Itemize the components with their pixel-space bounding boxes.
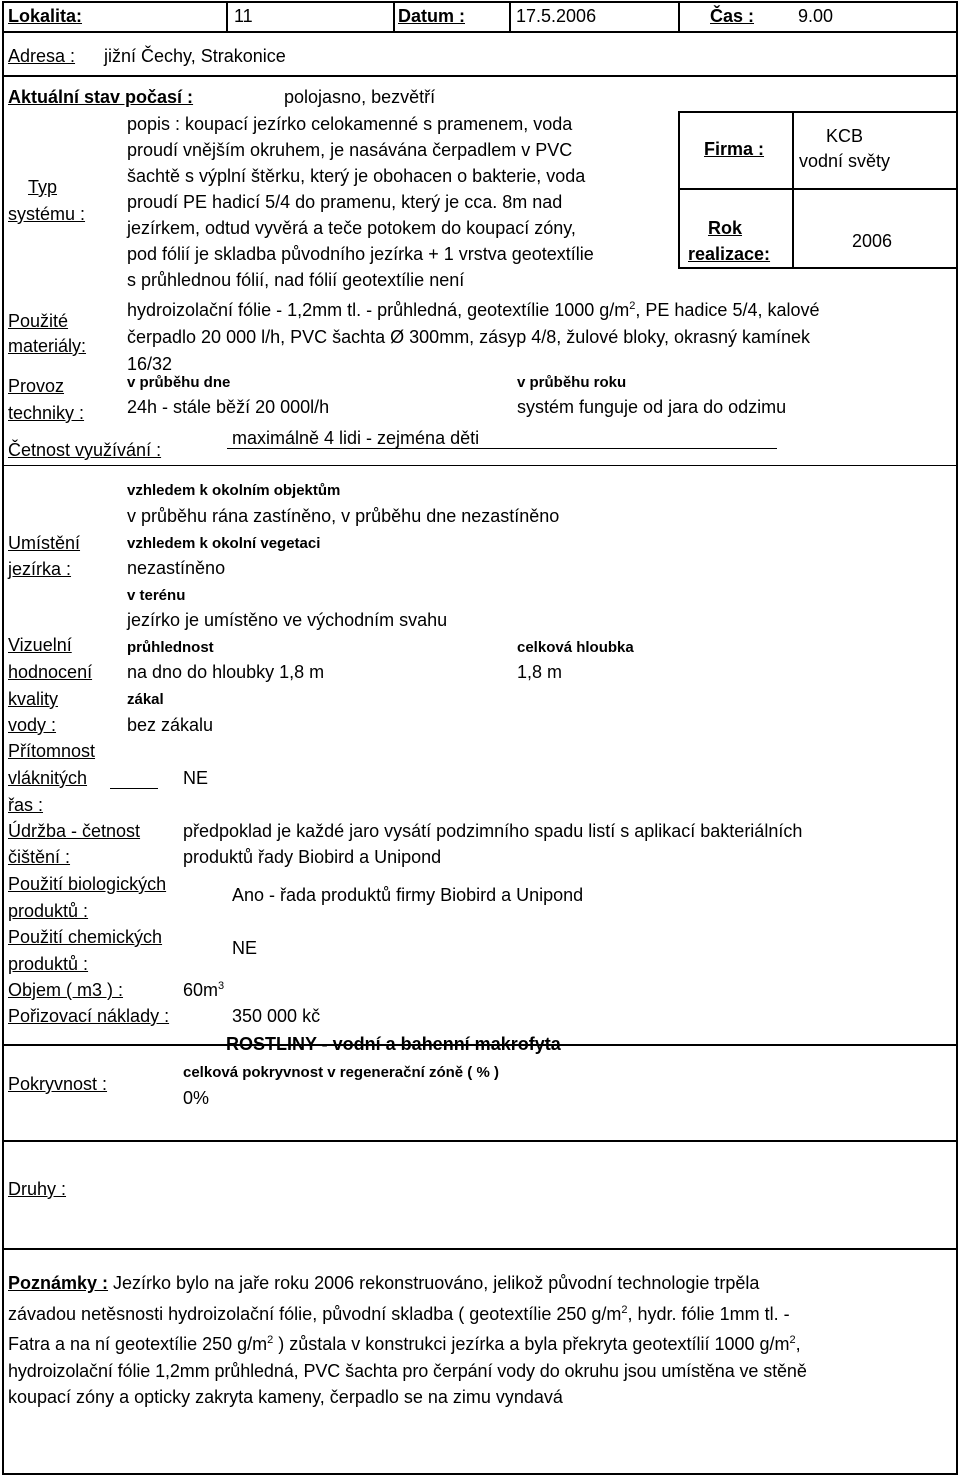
umisteni-teren-label: v terénu: [127, 587, 186, 604]
biologicke-value: Ano - řada produktů firmy Biobird a Unipond: [232, 885, 584, 905]
divider: [2, 1248, 958, 1250]
divider: [2, 75, 958, 77]
divider: [678, 111, 680, 269]
poznamky-line: [8, 1272, 759, 1294]
adresa-value: jižní Čechy, Strakonice: [104, 46, 286, 66]
divider: [509, 1, 511, 31]
udrzba-line: předpoklad je každé jaro vysátí podzimního spadu listí s aplikací bakteriálních: [183, 821, 803, 841]
firma-label: Firma :: [704, 139, 765, 159]
pokryvnost-value: 0%: [183, 1088, 210, 1108]
materialy-line: [127, 299, 820, 321]
superscript: 2: [267, 1334, 274, 1346]
poznamky-line: [8, 1303, 790, 1325]
poznamky-text: Fatra a na ní geotextílie 250 g/m: [8, 1334, 268, 1354]
superscript: 3: [218, 980, 225, 992]
pocasi-value: polojasno, bezvětří: [284, 87, 436, 107]
pocasi-label: Aktuální stav počasí :: [8, 87, 194, 107]
divider: [792, 111, 794, 269]
poznamky-text: ) zůstala v konstrukci jezírka a byla překryta geotextílií 1000 g/m: [273, 1334, 790, 1354]
poznamky-text: závadou netěsnosti hydroizolační fólie, původní skladba ( geotextílie 250 g/m: [8, 1304, 622, 1324]
biologicke-label: Použití biologických: [8, 874, 167, 894]
provoz-den-label: v průběhu dne: [127, 374, 231, 391]
lokalita-label: Lokalita:: [8, 6, 83, 26]
zakal-label: zákal: [127, 691, 164, 708]
superscript: 2: [789, 1334, 796, 1346]
vizualni-label: vody :: [8, 715, 57, 735]
rok-label: realizace:: [688, 244, 771, 264]
provoz-label: Provoz: [8, 376, 65, 396]
poznamky-line: [8, 1333, 801, 1355]
poznamky-text: , hydr. fólie 1mm tl. -: [627, 1304, 790, 1324]
firma-value: KCB: [826, 126, 864, 146]
udrzba-label: čištění :: [8, 847, 71, 867]
umisteni-vegetace-value: nezastíněno: [127, 558, 226, 578]
divider: [678, 111, 958, 113]
materialy-label: Použité: [8, 311, 69, 331]
divider: [678, 1, 680, 31]
typ-popis-line: s průhlednou fólií, nad fólií geotextílie není: [127, 270, 465, 290]
vlaknite-label: řas :: [8, 795, 44, 815]
divider: [2, 1140, 958, 1142]
materialy-label: materiály:: [8, 336, 87, 356]
typ-popis-line: proudí vnějším okruhem, je nasávána čerpadlem v PVC: [127, 140, 573, 160]
provoz-label: techniky :: [8, 403, 85, 423]
zakal-value: bez zákalu: [127, 715, 214, 735]
umisteni-objekty-label: vzhledem k okolním objektům: [127, 482, 341, 499]
poznamky-line: hydroizolační fólie 1,2mm průhledná, PVC šachta pro čerpání vody do okruhu jsou umístěna ve stěně: [8, 1361, 807, 1381]
objem-label: Objem ( m3 ) :: [8, 980, 124, 1000]
pokryvnost-label: Pokryvnost :: [8, 1074, 108, 1094]
chemicke-label: produktů :: [8, 954, 89, 974]
typ-popis-line: jezírkem, odtud vyvěrá a teče potokem do koupací zóny,: [127, 218, 576, 238]
divider: [226, 1, 228, 31]
typ-popis-line: popis : koupací jezírko celokamenné s pramenem, voda: [127, 114, 573, 134]
naklady-label: Pořizovací náklady :: [8, 1006, 170, 1026]
biologicke-label: produktů :: [8, 901, 89, 921]
superscript: 2: [621, 1304, 628, 1316]
vlaknite-label: Přítomnost: [8, 741, 96, 761]
divider: [2, 31, 958, 33]
datum-value: 17.5.2006: [516, 6, 597, 26]
provoz-rok-label: v průběhu roku: [517, 374, 627, 391]
umisteni-label: Umístění: [8, 533, 81, 553]
provoz-den-value: 24h - stále běží 20 000l/h: [127, 397, 330, 417]
border-top: [2, 1, 958, 3]
umisteni-vegetace-label: vzhledem k okolní vegetaci: [127, 535, 321, 552]
poznamky-line: koupací zóny a opticky zakryta kameny, čerpadlo se na zimu vyndavá: [8, 1387, 563, 1407]
firma-value: vodní světy: [799, 151, 891, 171]
hloubka-label: celková hloubka: [517, 639, 634, 656]
pruhlednost-value: na dno do hloubky 1,8 m: [127, 662, 325, 682]
hloubka-value: 1,8 m: [517, 662, 563, 682]
typ-label: Typ: [28, 177, 58, 197]
chemicke-label: Použití chemických: [8, 927, 163, 947]
cetnost-value: maximálně 4 lidi - zejména děti: [232, 428, 480, 448]
materialy-line: čerpadlo 20 000 l/h, PVC šachta Ø 300mm, zásyp 4/8, žulové bloky, okrasný kamínek: [127, 327, 811, 347]
superscript: 2: [629, 300, 636, 312]
vizualni-label: kvality: [8, 689, 59, 709]
cas-value: 9.00: [798, 6, 834, 26]
vlaknite-value: NE: [183, 768, 209, 788]
datum-label: Datum :: [398, 6, 465, 26]
umisteni-label: jezírka :: [8, 559, 72, 579]
pokryvnost-sub-label: celková pokryvnost v regenerační zóně ( % ): [183, 1064, 499, 1081]
rok-label: Rok: [708, 218, 743, 238]
udrzba-line: produktů řady Biobird a Unipond: [183, 847, 442, 867]
poznamky-text: ,: [795, 1334, 801, 1354]
chemicke-value: NE: [232, 938, 258, 958]
materialy-text: hydroizolační fólie - 1,2mm tl. - průhledná, geotextílie 1000 g/m: [127, 300, 630, 320]
druhy-label: Druhy :: [8, 1179, 67, 1199]
divider: [393, 1, 395, 31]
materialy-line: 16/32: [127, 354, 173, 374]
border-right: [956, 1, 958, 1475]
cetnost-label: Četnost využívání :: [8, 440, 162, 460]
pruhlednost-label: průhlednost: [127, 639, 214, 656]
divider: [2, 465, 958, 466]
systemu-label: systému :: [8, 204, 86, 224]
border-left: [2, 1, 4, 1475]
divider: [678, 188, 958, 190]
objem-value: [183, 979, 224, 1001]
divider: [678, 267, 958, 269]
poznamky-text: Jezírko bylo na jaře roku 2006 rekonstruováno, jelikož původní technologie trpěla: [108, 1273, 760, 1293]
vlaknite-label: vláknitých: [8, 768, 88, 788]
poznamky-label: Poznámky :: [8, 1273, 109, 1293]
objem-number: 60m: [183, 980, 219, 1000]
umisteni-teren-value: jezírko je umístěno ve východním svahu: [127, 610, 448, 630]
provoz-rok-value: systém funguje od jara do odzimu: [517, 397, 787, 417]
materialy-text: , PE hadice 5/4, kalové: [635, 300, 820, 320]
rok-value: 2006: [852, 231, 893, 251]
rostliny-title: ROSTLINY - vodní a bahenní makrofyta: [226, 1034, 561, 1054]
border-bottom: [2, 1473, 958, 1475]
vizualni-label: hodnocení: [8, 662, 93, 682]
typ-popis-line: pod fólií je skladba původního jezírka + 1 vrstva geotextílie: [127, 244, 594, 264]
naklady-value: 350 000 kč: [232, 1006, 321, 1026]
adresa-label: Adresa :: [8, 46, 76, 66]
lokalita-value: 11: [234, 6, 253, 26]
udrzba-label: Údržba - četnost: [8, 821, 141, 841]
underline: [110, 788, 158, 789]
umisteni-objekty-value: v průběhu rána zastíněno, v průběhu dne nezastíněno: [127, 506, 560, 526]
cas-label: Čas :: [710, 6, 755, 26]
vizualni-label: Vizuelní: [8, 635, 72, 655]
typ-popis-line: šachtě s výplní štěrku, který je obohacen o bakterie, voda: [127, 166, 586, 186]
typ-popis-line: proudí PE hadicí 5/4 do pramenu, který je cca. 8m nad: [127, 192, 563, 212]
